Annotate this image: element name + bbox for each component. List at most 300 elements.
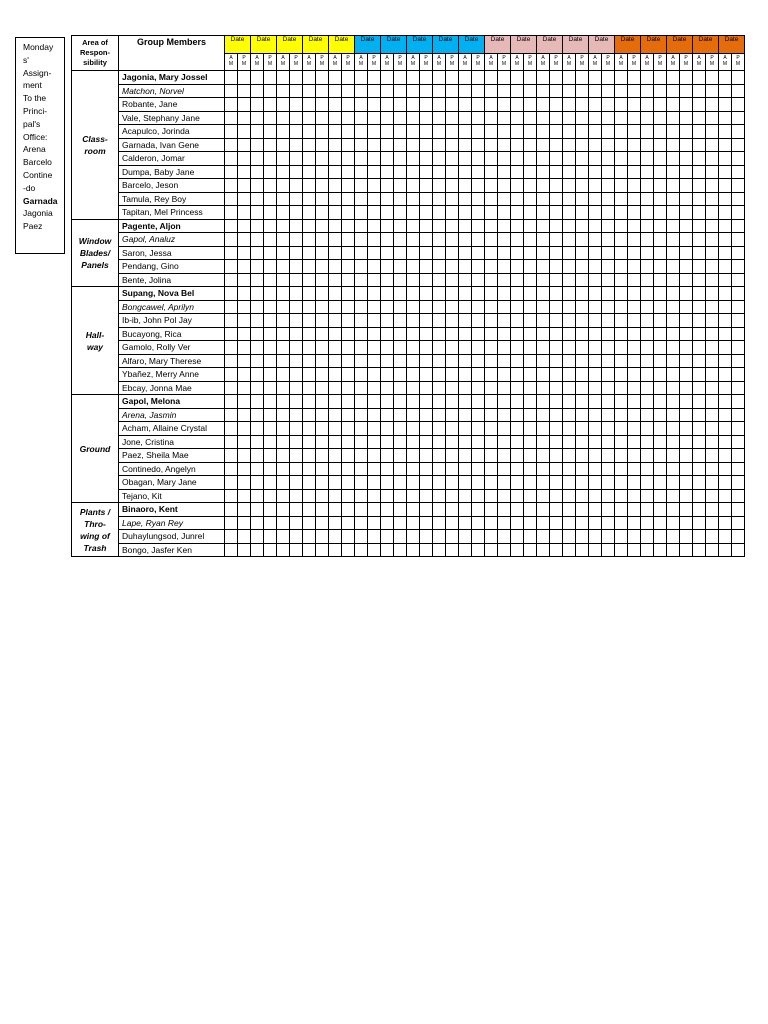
attendance-cell[interactable]: [602, 260, 615, 274]
attendance-cell[interactable]: [537, 503, 550, 517]
date-header[interactable]: Date: [563, 36, 589, 54]
attendance-cell[interactable]: [589, 192, 602, 206]
attendance-cell[interactable]: [563, 503, 576, 517]
attendance-cell[interactable]: [277, 449, 290, 463]
attendance-cell[interactable]: [459, 422, 472, 436]
attendance-cell[interactable]: [706, 449, 719, 463]
attendance-cell[interactable]: [277, 489, 290, 503]
attendance-cell[interactable]: [719, 543, 732, 557]
attendance-cell[interactable]: [381, 125, 394, 139]
attendance-cell[interactable]: [290, 273, 303, 287]
attendance-cell[interactable]: [602, 408, 615, 422]
attendance-cell[interactable]: [342, 273, 355, 287]
attendance-cell[interactable]: [550, 341, 563, 355]
attendance-cell[interactable]: [498, 152, 511, 166]
attendance-cell[interactable]: [511, 152, 524, 166]
attendance-cell[interactable]: [576, 206, 589, 220]
date-header[interactable]: Date: [329, 36, 355, 54]
attendance-cell[interactable]: [654, 273, 667, 287]
attendance-cell[interactable]: [420, 435, 433, 449]
attendance-cell[interactable]: [316, 368, 329, 382]
attendance-cell[interactable]: [264, 476, 277, 490]
attendance-cell[interactable]: [628, 152, 641, 166]
attendance-cell[interactable]: [238, 327, 251, 341]
attendance-cell[interactable]: [537, 260, 550, 274]
attendance-cell[interactable]: [342, 462, 355, 476]
attendance-cell[interactable]: [459, 179, 472, 193]
attendance-cell[interactable]: [238, 125, 251, 139]
attendance-cell[interactable]: [342, 476, 355, 490]
attendance-cell[interactable]: [303, 71, 316, 85]
attendance-cell[interactable]: [693, 233, 706, 247]
attendance-cell[interactable]: [472, 327, 485, 341]
attendance-cell[interactable]: [394, 543, 407, 557]
attendance-cell[interactable]: [680, 273, 693, 287]
attendance-cell[interactable]: [472, 111, 485, 125]
attendance-cell[interactable]: [693, 422, 706, 436]
attendance-cell[interactable]: [615, 341, 628, 355]
attendance-cell[interactable]: [628, 422, 641, 436]
attendance-cell[interactable]: [238, 111, 251, 125]
attendance-cell[interactable]: [316, 165, 329, 179]
attendance-cell[interactable]: [394, 152, 407, 166]
attendance-cell[interactable]: [706, 179, 719, 193]
attendance-cell[interactable]: [290, 341, 303, 355]
attendance-cell[interactable]: [719, 125, 732, 139]
attendance-cell[interactable]: [550, 422, 563, 436]
attendance-cell[interactable]: [251, 125, 264, 139]
attendance-cell[interactable]: [420, 192, 433, 206]
attendance-cell[interactable]: [277, 314, 290, 328]
attendance-cell[interactable]: [433, 165, 446, 179]
attendance-cell[interactable]: [433, 219, 446, 233]
attendance-cell[interactable]: [641, 435, 654, 449]
attendance-cell[interactable]: [537, 152, 550, 166]
attendance-cell[interactable]: [602, 192, 615, 206]
attendance-cell[interactable]: [667, 395, 680, 409]
attendance-cell[interactable]: [485, 300, 498, 314]
attendance-cell[interactable]: [719, 530, 732, 544]
attendance-cell[interactable]: [641, 408, 654, 422]
attendance-cell[interactable]: [732, 449, 745, 463]
attendance-cell[interactable]: [693, 84, 706, 98]
attendance-cell[interactable]: [719, 354, 732, 368]
date-header[interactable]: Date: [615, 36, 641, 54]
attendance-cell[interactable]: [732, 233, 745, 247]
attendance-cell[interactable]: [667, 152, 680, 166]
attendance-cell[interactable]: [420, 476, 433, 490]
attendance-cell[interactable]: [485, 449, 498, 463]
attendance-cell[interactable]: [485, 125, 498, 139]
attendance-cell[interactable]: [537, 543, 550, 557]
attendance-cell[interactable]: [706, 503, 719, 517]
attendance-cell[interactable]: [381, 273, 394, 287]
attendance-cell[interactable]: [563, 246, 576, 260]
attendance-cell[interactable]: [238, 476, 251, 490]
attendance-cell[interactable]: [667, 516, 680, 530]
attendance-cell[interactable]: [511, 314, 524, 328]
attendance-cell[interactable]: [420, 98, 433, 112]
attendance-cell[interactable]: [706, 422, 719, 436]
attendance-cell[interactable]: [498, 462, 511, 476]
attendance-cell[interactable]: [251, 260, 264, 274]
attendance-cell[interactable]: [654, 489, 667, 503]
attendance-cell[interactable]: [394, 395, 407, 409]
attendance-cell[interactable]: [472, 476, 485, 490]
attendance-cell[interactable]: [615, 192, 628, 206]
attendance-cell[interactable]: [615, 273, 628, 287]
attendance-cell[interactable]: [316, 503, 329, 517]
attendance-cell[interactable]: [654, 233, 667, 247]
attendance-cell[interactable]: [394, 192, 407, 206]
attendance-cell[interactable]: [407, 233, 420, 247]
attendance-cell[interactable]: [641, 516, 654, 530]
attendance-cell[interactable]: [576, 71, 589, 85]
attendance-cell[interactable]: [394, 314, 407, 328]
attendance-cell[interactable]: [550, 462, 563, 476]
attendance-cell[interactable]: [420, 165, 433, 179]
attendance-cell[interactable]: [238, 435, 251, 449]
attendance-cell[interactable]: [706, 489, 719, 503]
attendance-cell[interactable]: [654, 111, 667, 125]
attendance-cell[interactable]: [316, 84, 329, 98]
date-header[interactable]: Date: [719, 36, 745, 54]
date-header[interactable]: Date: [537, 36, 563, 54]
attendance-cell[interactable]: [459, 489, 472, 503]
attendance-cell[interactable]: [680, 165, 693, 179]
attendance-cell[interactable]: [329, 449, 342, 463]
attendance-cell[interactable]: [602, 354, 615, 368]
attendance-cell[interactable]: [719, 462, 732, 476]
attendance-cell[interactable]: [719, 435, 732, 449]
attendance-cell[interactable]: [693, 98, 706, 112]
attendance-cell[interactable]: [407, 125, 420, 139]
attendance-cell[interactable]: [667, 449, 680, 463]
attendance-cell[interactable]: [290, 449, 303, 463]
attendance-cell[interactable]: [433, 408, 446, 422]
attendance-cell[interactable]: [420, 408, 433, 422]
attendance-cell[interactable]: [654, 381, 667, 395]
attendance-cell[interactable]: [290, 98, 303, 112]
attendance-cell[interactable]: [732, 219, 745, 233]
attendance-cell[interactable]: [394, 449, 407, 463]
attendance-cell[interactable]: [459, 395, 472, 409]
attendance-cell[interactable]: [654, 219, 667, 233]
attendance-cell[interactable]: [706, 246, 719, 260]
attendance-cell[interactable]: [342, 354, 355, 368]
attendance-cell[interactable]: [407, 489, 420, 503]
attendance-cell[interactable]: [680, 98, 693, 112]
attendance-cell[interactable]: [355, 314, 368, 328]
attendance-cell[interactable]: [563, 314, 576, 328]
attendance-cell[interactable]: [563, 368, 576, 382]
attendance-cell[interactable]: [316, 314, 329, 328]
attendance-cell[interactable]: [251, 152, 264, 166]
attendance-cell[interactable]: [303, 260, 316, 274]
attendance-cell[interactable]: [407, 516, 420, 530]
attendance-cell[interactable]: [303, 246, 316, 260]
attendance-cell[interactable]: [654, 125, 667, 139]
attendance-cell[interactable]: [576, 543, 589, 557]
attendance-cell[interactable]: [602, 516, 615, 530]
attendance-cell[interactable]: [615, 71, 628, 85]
attendance-cell[interactable]: [667, 273, 680, 287]
attendance-cell[interactable]: [446, 462, 459, 476]
attendance-cell[interactable]: [290, 260, 303, 274]
attendance-cell[interactable]: [303, 489, 316, 503]
attendance-cell[interactable]: [719, 503, 732, 517]
attendance-cell[interactable]: [472, 287, 485, 301]
attendance-cell[interactable]: [303, 152, 316, 166]
attendance-cell[interactable]: [641, 287, 654, 301]
attendance-cell[interactable]: [732, 341, 745, 355]
attendance-cell[interactable]: [355, 260, 368, 274]
attendance-cell[interactable]: [355, 125, 368, 139]
attendance-cell[interactable]: [615, 314, 628, 328]
attendance-cell[interactable]: [732, 152, 745, 166]
attendance-cell[interactable]: [602, 246, 615, 260]
attendance-cell[interactable]: [251, 219, 264, 233]
attendance-cell[interactable]: [563, 300, 576, 314]
attendance-cell[interactable]: [511, 354, 524, 368]
attendance-cell[interactable]: [667, 138, 680, 152]
attendance-cell[interactable]: [368, 408, 381, 422]
attendance-cell[interactable]: [537, 192, 550, 206]
attendance-cell[interactable]: [459, 219, 472, 233]
attendance-cell[interactable]: [407, 165, 420, 179]
attendance-cell[interactable]: [719, 260, 732, 274]
attendance-cell[interactable]: [654, 476, 667, 490]
attendance-cell[interactable]: [693, 273, 706, 287]
attendance-cell[interactable]: [381, 300, 394, 314]
attendance-cell[interactable]: [472, 206, 485, 220]
attendance-cell[interactable]: [420, 543, 433, 557]
attendance-cell[interactable]: [511, 368, 524, 382]
attendance-cell[interactable]: [498, 71, 511, 85]
attendance-cell[interactable]: [524, 138, 537, 152]
attendance-cell[interactable]: [407, 327, 420, 341]
attendance-cell[interactable]: [693, 516, 706, 530]
attendance-cell[interactable]: [641, 476, 654, 490]
attendance-cell[interactable]: [368, 530, 381, 544]
attendance-cell[interactable]: [680, 368, 693, 382]
attendance-cell[interactable]: [420, 314, 433, 328]
attendance-cell[interactable]: [277, 246, 290, 260]
attendance-cell[interactable]: [641, 84, 654, 98]
attendance-cell[interactable]: [264, 179, 277, 193]
attendance-cell[interactable]: [277, 341, 290, 355]
attendance-cell[interactable]: [381, 260, 394, 274]
attendance-cell[interactable]: [446, 422, 459, 436]
attendance-cell[interactable]: [498, 179, 511, 193]
attendance-cell[interactable]: [732, 408, 745, 422]
attendance-cell[interactable]: [706, 327, 719, 341]
attendance-cell[interactable]: [251, 476, 264, 490]
attendance-cell[interactable]: [576, 489, 589, 503]
attendance-cell[interactable]: [381, 530, 394, 544]
attendance-cell[interactable]: [303, 435, 316, 449]
attendance-cell[interactable]: [368, 111, 381, 125]
attendance-cell[interactable]: [498, 435, 511, 449]
attendance-cell[interactable]: [342, 287, 355, 301]
attendance-cell[interactable]: [732, 462, 745, 476]
attendance-cell[interactable]: [615, 206, 628, 220]
attendance-cell[interactable]: [420, 125, 433, 139]
date-header[interactable]: Date: [693, 36, 719, 54]
attendance-cell[interactable]: [498, 395, 511, 409]
attendance-cell[interactable]: [576, 192, 589, 206]
attendance-cell[interactable]: [394, 300, 407, 314]
attendance-cell[interactable]: [654, 98, 667, 112]
attendance-cell[interactable]: [368, 503, 381, 517]
attendance-cell[interactable]: [719, 192, 732, 206]
attendance-cell[interactable]: [537, 246, 550, 260]
attendance-cell[interactable]: [680, 125, 693, 139]
attendance-cell[interactable]: [368, 449, 381, 463]
attendance-cell[interactable]: [303, 341, 316, 355]
attendance-cell[interactable]: [680, 260, 693, 274]
attendance-cell[interactable]: [420, 395, 433, 409]
attendance-cell[interactable]: [459, 287, 472, 301]
attendance-cell[interactable]: [641, 314, 654, 328]
attendance-cell[interactable]: [667, 260, 680, 274]
attendance-cell[interactable]: [342, 422, 355, 436]
attendance-cell[interactable]: [628, 138, 641, 152]
attendance-cell[interactable]: [693, 476, 706, 490]
attendance-cell[interactable]: [498, 233, 511, 247]
attendance-cell[interactable]: [550, 381, 563, 395]
attendance-cell[interactable]: [381, 368, 394, 382]
attendance-cell[interactable]: [303, 192, 316, 206]
attendance-cell[interactable]: [628, 476, 641, 490]
attendance-cell[interactable]: [485, 233, 498, 247]
attendance-cell[interactable]: [277, 462, 290, 476]
attendance-cell[interactable]: [537, 435, 550, 449]
attendance-cell[interactable]: [511, 246, 524, 260]
attendance-cell[interactable]: [342, 179, 355, 193]
attendance-cell[interactable]: [550, 435, 563, 449]
attendance-cell[interactable]: [316, 179, 329, 193]
attendance-cell[interactable]: [264, 327, 277, 341]
attendance-cell[interactable]: [628, 219, 641, 233]
attendance-cell[interactable]: [667, 476, 680, 490]
attendance-cell[interactable]: [537, 422, 550, 436]
attendance-cell[interactable]: [485, 354, 498, 368]
attendance-cell[interactable]: [537, 395, 550, 409]
attendance-cell[interactable]: [537, 462, 550, 476]
attendance-cell[interactable]: [420, 273, 433, 287]
attendance-cell[interactable]: [641, 341, 654, 355]
attendance-cell[interactable]: [485, 179, 498, 193]
attendance-cell[interactable]: [511, 287, 524, 301]
attendance-cell[interactable]: [732, 381, 745, 395]
attendance-cell[interactable]: [290, 138, 303, 152]
attendance-cell[interactable]: [511, 125, 524, 139]
attendance-cell[interactable]: [537, 327, 550, 341]
attendance-cell[interactable]: [550, 449, 563, 463]
attendance-cell[interactable]: [277, 530, 290, 544]
attendance-cell[interactable]: [550, 84, 563, 98]
attendance-cell[interactable]: [264, 111, 277, 125]
attendance-cell[interactable]: [433, 435, 446, 449]
attendance-cell[interactable]: [277, 503, 290, 517]
attendance-cell[interactable]: [602, 503, 615, 517]
attendance-cell[interactable]: [563, 422, 576, 436]
attendance-cell[interactable]: [381, 422, 394, 436]
attendance-cell[interactable]: [524, 381, 537, 395]
attendance-cell[interactable]: [368, 462, 381, 476]
attendance-cell[interactable]: [238, 192, 251, 206]
attendance-cell[interactable]: [420, 206, 433, 220]
attendance-cell[interactable]: [368, 179, 381, 193]
attendance-cell[interactable]: [641, 543, 654, 557]
attendance-cell[interactable]: [485, 543, 498, 557]
attendance-cell[interactable]: [576, 327, 589, 341]
attendance-cell[interactable]: [511, 111, 524, 125]
date-header[interactable]: Date: [303, 36, 329, 54]
attendance-cell[interactable]: [459, 233, 472, 247]
attendance-cell[interactable]: [641, 111, 654, 125]
attendance-cell[interactable]: [667, 125, 680, 139]
attendance-cell[interactable]: [277, 368, 290, 382]
attendance-cell[interactable]: [290, 395, 303, 409]
attendance-cell[interactable]: [303, 422, 316, 436]
attendance-cell[interactable]: [420, 260, 433, 274]
attendance-cell[interactable]: [342, 152, 355, 166]
attendance-cell[interactable]: [446, 476, 459, 490]
attendance-cell[interactable]: [563, 449, 576, 463]
attendance-cell[interactable]: [433, 327, 446, 341]
attendance-cell[interactable]: [719, 152, 732, 166]
attendance-cell[interactable]: [472, 449, 485, 463]
attendance-cell[interactable]: [264, 314, 277, 328]
attendance-cell[interactable]: [628, 503, 641, 517]
attendance-cell[interactable]: [498, 165, 511, 179]
attendance-cell[interactable]: [459, 98, 472, 112]
attendance-cell[interactable]: [589, 395, 602, 409]
attendance-cell[interactable]: [342, 125, 355, 139]
attendance-cell[interactable]: [550, 408, 563, 422]
attendance-cell[interactable]: [368, 543, 381, 557]
attendance-cell[interactable]: [498, 476, 511, 490]
attendance-cell[interactable]: [693, 179, 706, 193]
attendance-cell[interactable]: [472, 408, 485, 422]
attendance-cell[interactable]: [303, 138, 316, 152]
attendance-cell[interactable]: [641, 300, 654, 314]
attendance-cell[interactable]: [719, 165, 732, 179]
attendance-cell[interactable]: [654, 287, 667, 301]
attendance-cell[interactable]: [706, 381, 719, 395]
attendance-cell[interactable]: [368, 489, 381, 503]
attendance-cell[interactable]: [732, 84, 745, 98]
attendance-cell[interactable]: [589, 219, 602, 233]
attendance-cell[interactable]: [407, 179, 420, 193]
attendance-cell[interactable]: [225, 84, 238, 98]
attendance-cell[interactable]: [485, 71, 498, 85]
attendance-cell[interactable]: [433, 246, 446, 260]
attendance-cell[interactable]: [316, 260, 329, 274]
attendance-cell[interactable]: [277, 260, 290, 274]
attendance-cell[interactable]: [407, 71, 420, 85]
attendance-cell[interactable]: [277, 300, 290, 314]
attendance-cell[interactable]: [394, 206, 407, 220]
attendance-cell[interactable]: [433, 368, 446, 382]
attendance-cell[interactable]: [680, 516, 693, 530]
attendance-cell[interactable]: [446, 84, 459, 98]
attendance-cell[interactable]: [680, 381, 693, 395]
attendance-cell[interactable]: [290, 179, 303, 193]
attendance-cell[interactable]: [264, 422, 277, 436]
